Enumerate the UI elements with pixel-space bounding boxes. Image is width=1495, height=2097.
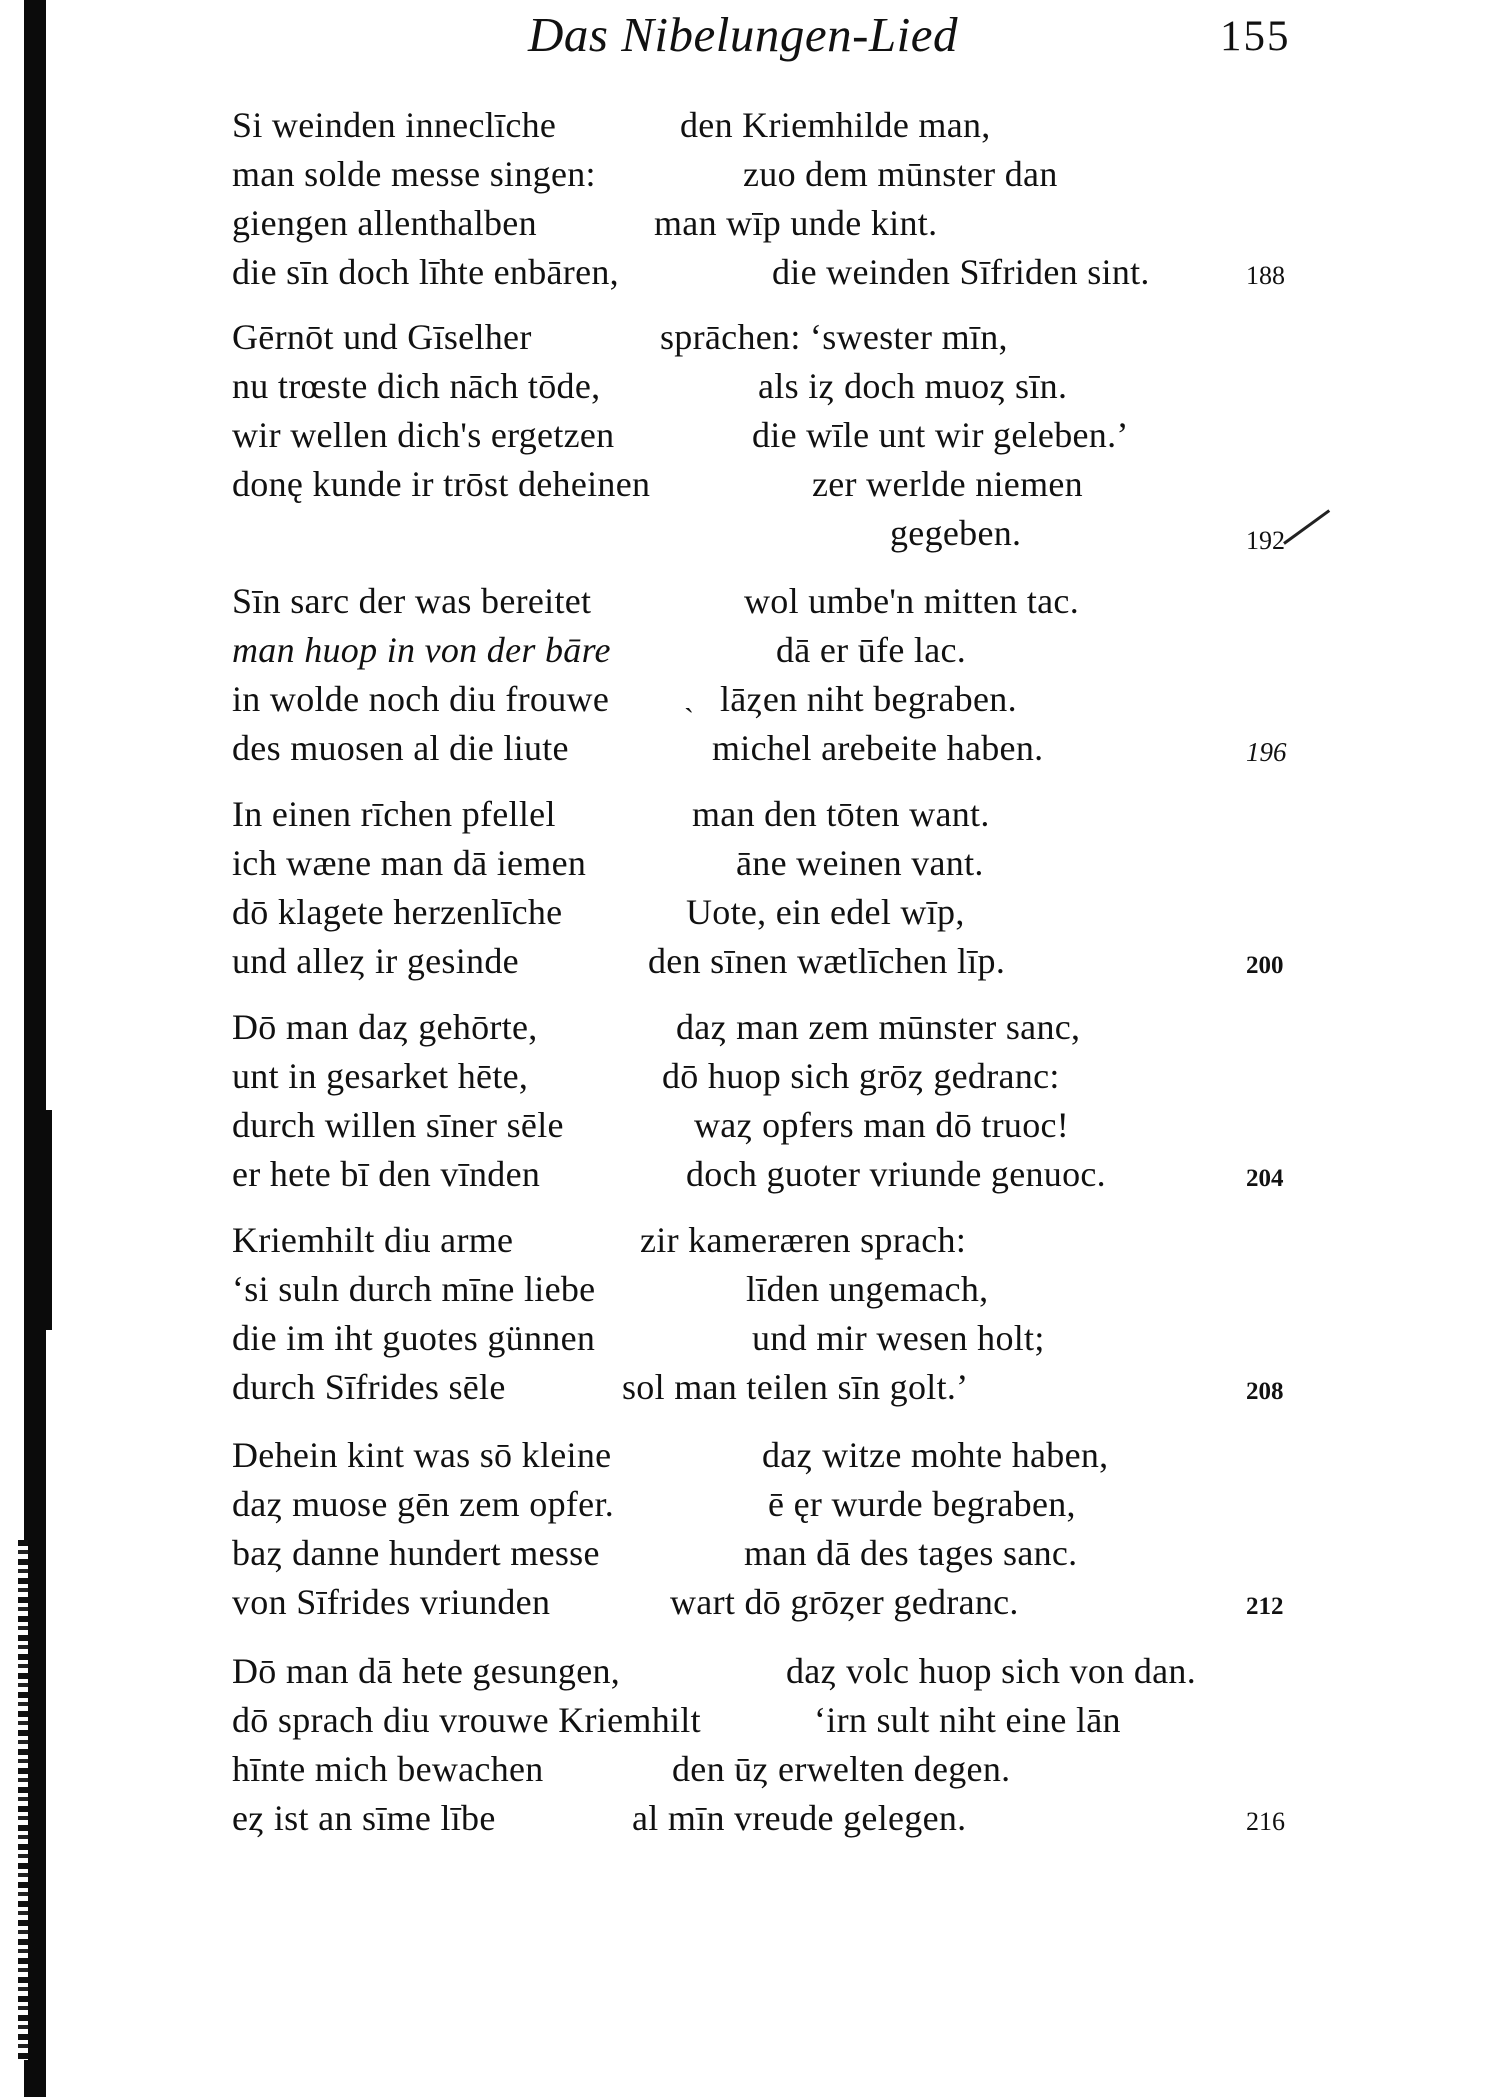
verse-line bbox=[0, 842, 1495, 890]
verse-a: durch willen sīner sēle bbox=[232, 1105, 564, 1145]
verse-b: doch guoter vriunde genuoc. bbox=[686, 1154, 1106, 1194]
verse-b: dā er ūfe lac. bbox=[776, 630, 967, 670]
verse-line bbox=[0, 1581, 1495, 1629]
verse-a: in wolde noch diu frouwe bbox=[232, 679, 610, 719]
verse-line bbox=[0, 1699, 1495, 1747]
verse-line bbox=[0, 1483, 1495, 1531]
page-header bbox=[0, 0, 1495, 90]
verse-line bbox=[0, 940, 1495, 988]
verse-line bbox=[0, 629, 1495, 677]
verse-a: Gērnōt und Gīselher bbox=[232, 317, 532, 357]
stanza-number: 208 bbox=[1246, 1378, 1284, 1405]
verse-a: von Sīfrides vriunden bbox=[232, 1582, 551, 1622]
verse-b: zuo dem mūnster dan bbox=[743, 154, 1058, 194]
verse-line bbox=[0, 104, 1495, 152]
verse-line bbox=[0, 414, 1495, 462]
verse-line bbox=[0, 1650, 1495, 1698]
verse-a: Dehein kint was sō kleine bbox=[232, 1435, 612, 1475]
verse-b: man den tōten want. bbox=[692, 794, 990, 834]
verse-a: die sīn doch līhte enbāren, bbox=[232, 252, 619, 292]
verse-line bbox=[0, 1055, 1495, 1103]
verse-line bbox=[0, 512, 1495, 560]
stanza-number: 196 bbox=[1246, 737, 1287, 767]
verse-a: des muosen al die liute bbox=[232, 728, 569, 768]
verse-b: Uote, ein edel wīp, bbox=[686, 892, 965, 932]
verse-a: daȥ muose gēn zem opfer. bbox=[232, 1484, 615, 1524]
verse-b: sol man teilen sīn golt.’ bbox=[622, 1367, 969, 1407]
verse-b: lāȥen niht begraben. bbox=[720, 679, 1017, 719]
verse-line bbox=[0, 1434, 1495, 1482]
running-title: Das Nibelungen-Lied bbox=[528, 7, 959, 62]
verse-a: Kriemhilt diu arme bbox=[232, 1220, 514, 1260]
verse-b: daȥ volc huop sich von dan. bbox=[786, 1651, 1197, 1691]
verse-b: dō huop sich grōȥ gedranc: bbox=[662, 1056, 1060, 1096]
verse-b: al mīn vreude gelegen. bbox=[632, 1798, 967, 1838]
verse-b: daȥ man zem mūnster sanc, bbox=[676, 1007, 1081, 1047]
verse-a: er hete bī den vīnden bbox=[232, 1154, 541, 1194]
verse-a: man solde messe singen: bbox=[232, 154, 596, 194]
page-number: 155 bbox=[1220, 13, 1291, 60]
stanza-number: 192 bbox=[1246, 526, 1285, 555]
verse-line bbox=[0, 316, 1495, 364]
verse-a: giengen allenthalben bbox=[232, 203, 537, 243]
verse-line bbox=[0, 1268, 1495, 1316]
verse-a: In einen rīchen pfellel bbox=[232, 794, 556, 834]
verse-b: gegeben. bbox=[890, 513, 1022, 553]
verse-a: ich wæne man dā iemen bbox=[232, 843, 587, 883]
verse-line bbox=[0, 1797, 1495, 1845]
verse-line bbox=[0, 1366, 1495, 1414]
verse-line bbox=[0, 1532, 1495, 1580]
verse-b: wol umbe'n mitten tac. bbox=[744, 581, 1080, 621]
verse-a: ‘si suln durch mīne liebe bbox=[232, 1269, 596, 1309]
verse-line bbox=[0, 202, 1495, 250]
verse-line bbox=[0, 1104, 1495, 1152]
verse-a: die im iht guotes günnen bbox=[232, 1318, 596, 1358]
verse-line bbox=[0, 153, 1495, 201]
verse-b: als iȥ doch muoȥ sīn. bbox=[758, 366, 1068, 406]
verse-a: dō klagete herzenlīche bbox=[232, 892, 563, 932]
verse-line bbox=[0, 365, 1495, 413]
verse-line bbox=[0, 251, 1495, 299]
verse-b: michel arebeite haben. bbox=[712, 728, 1044, 768]
verse-a: baȥ danne hundert messe bbox=[232, 1533, 600, 1573]
verse-line bbox=[0, 1748, 1495, 1796]
stanza-number: 216 bbox=[1246, 1807, 1285, 1836]
verse-b: ‘irn sult niht eine lān bbox=[814, 1700, 1121, 1740]
verse-a: wir wellen dich's ergetzen bbox=[232, 415, 615, 455]
verse-b: āne weinen vant. bbox=[736, 843, 984, 883]
verse-a: Dō man daȥ gehōrte, bbox=[232, 1007, 538, 1047]
stanza-number: 200 bbox=[1246, 952, 1284, 979]
verse-a: Dō man dā hete gesungen, bbox=[232, 1651, 621, 1691]
verse-b: waȥ opfers man dō truoc! bbox=[694, 1105, 1070, 1145]
verse-b: die wīle unt wir geleben.’ bbox=[752, 415, 1129, 455]
verse-b: und mir wesen holt; bbox=[752, 1318, 1045, 1358]
verse-line bbox=[0, 1219, 1495, 1267]
verse-b: zir kameræren sprach: bbox=[640, 1220, 967, 1260]
verse-line bbox=[0, 1006, 1495, 1054]
verse-a: hīnte mich bewachen bbox=[232, 1749, 544, 1789]
verse-a: donę kunde ir trōst deheinen bbox=[232, 464, 651, 504]
verse-b: līden ungemach, bbox=[746, 1269, 989, 1309]
verse-a: Sīn sarc der was bereitet bbox=[232, 581, 592, 621]
verse-b: man wīp unde kint. bbox=[654, 203, 938, 243]
verse-a: dō sprach diu vrouwe Kriemhilt bbox=[232, 1700, 701, 1740]
stray-mark: ˎ bbox=[684, 680, 694, 713]
verse-line bbox=[0, 891, 1495, 939]
verse-b: den sīnen wætlīchen līp. bbox=[648, 941, 1006, 981]
verse-line bbox=[0, 678, 1495, 726]
verse-line bbox=[0, 463, 1495, 511]
verse-line bbox=[0, 793, 1495, 841]
verse-line bbox=[0, 1153, 1495, 1201]
verse-b: den Kriemhilde man, bbox=[680, 105, 991, 145]
verse-b: sprāchen: ‘swester mīn, bbox=[660, 317, 1008, 357]
verse-line bbox=[0, 727, 1495, 775]
verse-a: und alleȥ ir gesinde bbox=[232, 941, 519, 981]
verse-b: man dā des tages sanc. bbox=[744, 1533, 1078, 1573]
verse-line bbox=[0, 580, 1495, 628]
verse-b: die weinden Sīfriden sint. bbox=[772, 252, 1150, 292]
verse-b: zer werlde niemen bbox=[812, 464, 1083, 504]
verse-b: daȥ witze mohte haben, bbox=[762, 1435, 1109, 1475]
stanza-number: 204 bbox=[1246, 1165, 1284, 1192]
verse-a: Si weinden inneclīche bbox=[232, 105, 557, 145]
verse-a: man huop in von der bāre bbox=[232, 630, 611, 670]
verse-a: unt in gesarket hēte, bbox=[232, 1056, 529, 1096]
verse-a: nu trœste dich nāch tōde, bbox=[232, 366, 601, 406]
verse-a: eȥ ist an sīme lībe bbox=[232, 1798, 496, 1838]
verse-b: wart dō grōȥer gedranc. bbox=[670, 1582, 1019, 1622]
verse-b: den ūȥ erwelten degen. bbox=[672, 1749, 1011, 1789]
stanza-number: 212 bbox=[1246, 1593, 1284, 1620]
stanza-number: 188 bbox=[1246, 261, 1285, 290]
verse-b: ē ęr wurde begraben, bbox=[768, 1484, 1076, 1524]
verse-line bbox=[0, 1317, 1495, 1365]
verse-a: durch Sīfrides sēle bbox=[232, 1367, 506, 1407]
